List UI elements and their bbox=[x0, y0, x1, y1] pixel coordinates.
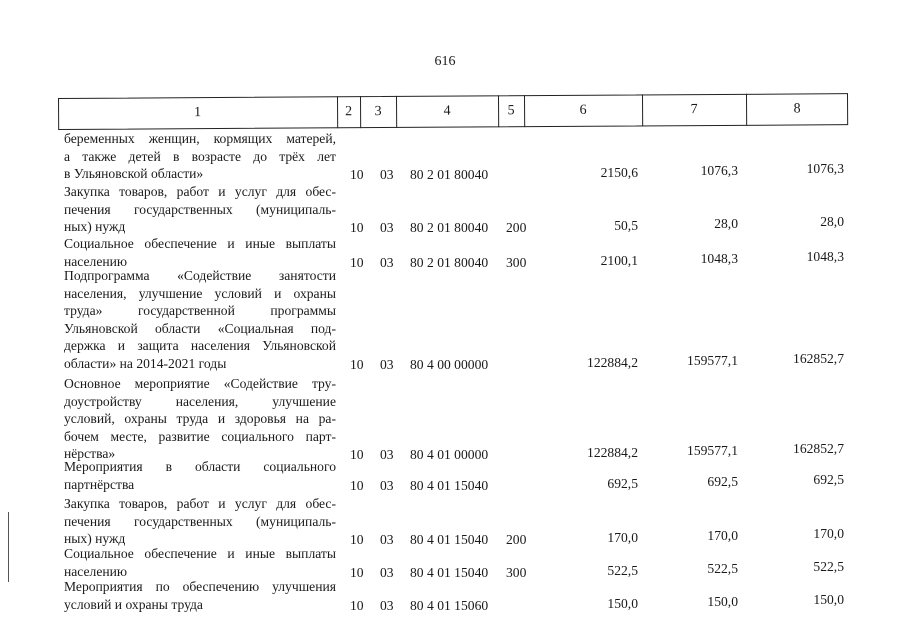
row-expense-type: 300 bbox=[506, 564, 527, 580]
row-description-line: населению bbox=[64, 563, 128, 579]
row-description bbox=[64, 458, 336, 493]
row-value-col8: 162852,7 bbox=[793, 351, 844, 366]
margin-line bbox=[8, 512, 9, 582]
row-subsection-code: 03 bbox=[380, 532, 394, 548]
row-target-article: 80 4 01 00000 bbox=[410, 447, 489, 463]
row-description bbox=[64, 267, 336, 373]
row-description-line: беременных женщин, кормящих матерей, bbox=[64, 131, 336, 146]
row-section-code: 10 bbox=[350, 447, 364, 463]
row-expense-type: 200 bbox=[506, 532, 527, 548]
row-value-col8: 170,0 bbox=[813, 526, 844, 542]
row-value-col7: 1048,3 bbox=[700, 250, 738, 266]
row-subsection-code: 03 bbox=[380, 357, 394, 372]
row-description-line: условий, охраны труда и здоровья на ра- bbox=[64, 411, 336, 427]
row-description-line: ных) нужд bbox=[64, 219, 126, 235]
row-description-line: Подпрограмма «Содействие занятости bbox=[64, 268, 336, 283]
row-subsection-code: 03 bbox=[380, 254, 394, 270]
row-description-line: Закупка товаров, работ и услуг для обес- bbox=[64, 184, 336, 199]
table-header bbox=[58, 93, 848, 130]
row-value-col8: 692,5 bbox=[813, 471, 844, 487]
header-col-8: 8 bbox=[793, 101, 801, 117]
row-value-col6: 122884,2 bbox=[587, 355, 638, 370]
row-subsection-code: 03 bbox=[380, 167, 394, 183]
header-col-4: 4 bbox=[396, 95, 499, 128]
row-target-article: 80 4 01 15040 bbox=[410, 564, 489, 580]
row-description-line: доустройству населения, улучшение bbox=[64, 393, 336, 409]
row-target-article: 80 2 01 80040 bbox=[410, 167, 489, 183]
row-description bbox=[64, 183, 336, 236]
row-section-code: 10 bbox=[350, 220, 364, 236]
row-subsection-code: 03 bbox=[380, 447, 394, 463]
row-value-col8: 522,5 bbox=[813, 558, 844, 574]
row-section-code: 10 bbox=[350, 597, 364, 613]
row-expense-type: 200 bbox=[506, 220, 527, 236]
header-col-5: 5 bbox=[498, 95, 525, 127]
row-description-line: Закупка товаров, работ и услуг для обес- bbox=[64, 496, 336, 511]
row-description bbox=[64, 545, 336, 580]
row-value-col8: 1048,3 bbox=[806, 248, 844, 264]
row-section-code: 10 bbox=[350, 357, 364, 372]
row-description-line: Социальное обеспечение и иные выплаты bbox=[64, 236, 336, 251]
row-description bbox=[64, 495, 336, 548]
row-description-line: Ульяновской области «Социальная под- bbox=[64, 320, 336, 336]
row-target-article: 80 2 01 80040 bbox=[410, 220, 489, 236]
row-value-col8: 150,0 bbox=[813, 591, 844, 607]
row-value-col8: 162852,7 bbox=[793, 441, 844, 457]
row-subsection-code: 03 bbox=[380, 597, 394, 613]
row-value-col7: 159577,1 bbox=[687, 443, 738, 459]
row-subsection-code: 03 bbox=[380, 564, 394, 580]
row-value-col7: 170,0 bbox=[707, 528, 738, 544]
row-value-col7: 692,5 bbox=[707, 473, 738, 489]
row-value-col7: 28,0 bbox=[714, 216, 738, 232]
row-description-line: области» на 2014-2021 годы bbox=[64, 355, 227, 371]
page-number: 616 bbox=[434, 54, 456, 69]
row-description-line: в Ульяновской области» bbox=[64, 166, 204, 182]
row-target-article: 80 4 01 15060 bbox=[410, 597, 489, 613]
row-value-col6: 522,5 bbox=[607, 562, 638, 578]
row-value-col7: 1076,3 bbox=[700, 163, 738, 179]
row-value-col7: 159577,1 bbox=[687, 353, 738, 368]
row-description-line: партнёрства bbox=[64, 476, 135, 492]
header-col-2: 2 bbox=[337, 96, 361, 128]
row-description-line: держка и защита населения Ульяновской bbox=[64, 338, 336, 354]
row-subsection-code: 03 bbox=[380, 220, 394, 236]
row-description-line: а также детей в возрасте до трёх лет bbox=[64, 148, 336, 164]
row-target-article: 80 4 01 15040 bbox=[410, 477, 489, 493]
row-section-code: 10 bbox=[350, 477, 364, 493]
row-description bbox=[64, 130, 336, 183]
header-col-3: 3 bbox=[360, 96, 397, 128]
row-description-line: населению bbox=[64, 253, 128, 269]
row-section-code: 10 bbox=[350, 532, 364, 548]
row-value-col8: 1076,3 bbox=[806, 161, 844, 177]
row-section-code: 10 bbox=[350, 167, 364, 183]
row-section-code: 10 bbox=[350, 254, 364, 270]
row-description-line: нёрства» bbox=[64, 446, 116, 462]
row-description-line: бочем месте, развитие социального парт- bbox=[64, 428, 336, 444]
row-section-code: 10 bbox=[350, 564, 364, 580]
row-value-col6: 150,0 bbox=[607, 595, 638, 611]
row-description bbox=[64, 235, 336, 270]
row-description-line: труда» государственной программы bbox=[64, 303, 336, 319]
row-subsection-code: 03 bbox=[380, 477, 394, 493]
row-value-col7: 522,5 bbox=[707, 560, 738, 576]
row-value-col8: 28,0 bbox=[820, 214, 844, 230]
row-description-line: печения государственных (муниципаль- bbox=[64, 513, 336, 529]
row-description-line: печения государственных (муниципаль- bbox=[64, 201, 336, 217]
row-description-line: Социальное обеспечение и иные выплаты bbox=[64, 546, 336, 561]
header-col-1: 1 bbox=[58, 96, 338, 130]
row-description-line: населения, улучшение условий и охраны bbox=[64, 285, 336, 301]
row-value-col6: 2100,1 bbox=[600, 252, 638, 268]
row-target-article: 80 4 00 00000 bbox=[410, 357, 489, 372]
header-col-7: 7 bbox=[642, 94, 747, 127]
row-value-col6: 122884,2 bbox=[587, 445, 638, 461]
row-value-col6: 692,5 bbox=[607, 475, 638, 491]
row-expense-type: 300 bbox=[506, 254, 527, 270]
row-value-col6: 50,5 bbox=[614, 218, 638, 234]
row-description-line: ных) нужд bbox=[64, 531, 126, 547]
row-description-line: Основное мероприятие «Содействие тру- bbox=[64, 376, 336, 391]
row-description-line: Мероприятия по обеспечению улучшения bbox=[64, 579, 336, 594]
row-description bbox=[64, 375, 336, 463]
header-col-6: 6 bbox=[524, 94, 643, 127]
row-target-article: 80 2 01 80040 bbox=[410, 254, 489, 270]
row-description bbox=[64, 578, 336, 613]
row-description-line: условий и охраны труда bbox=[64, 596, 203, 612]
row-value-col6: 2150,6 bbox=[600, 165, 638, 181]
row-value-col7: 150,0 bbox=[707, 593, 738, 609]
row-target-article: 80 4 01 15040 bbox=[410, 532, 489, 548]
row-description-line: Мероприятия в области социального bbox=[64, 459, 336, 474]
row-value-col6: 170,0 bbox=[607, 530, 638, 546]
